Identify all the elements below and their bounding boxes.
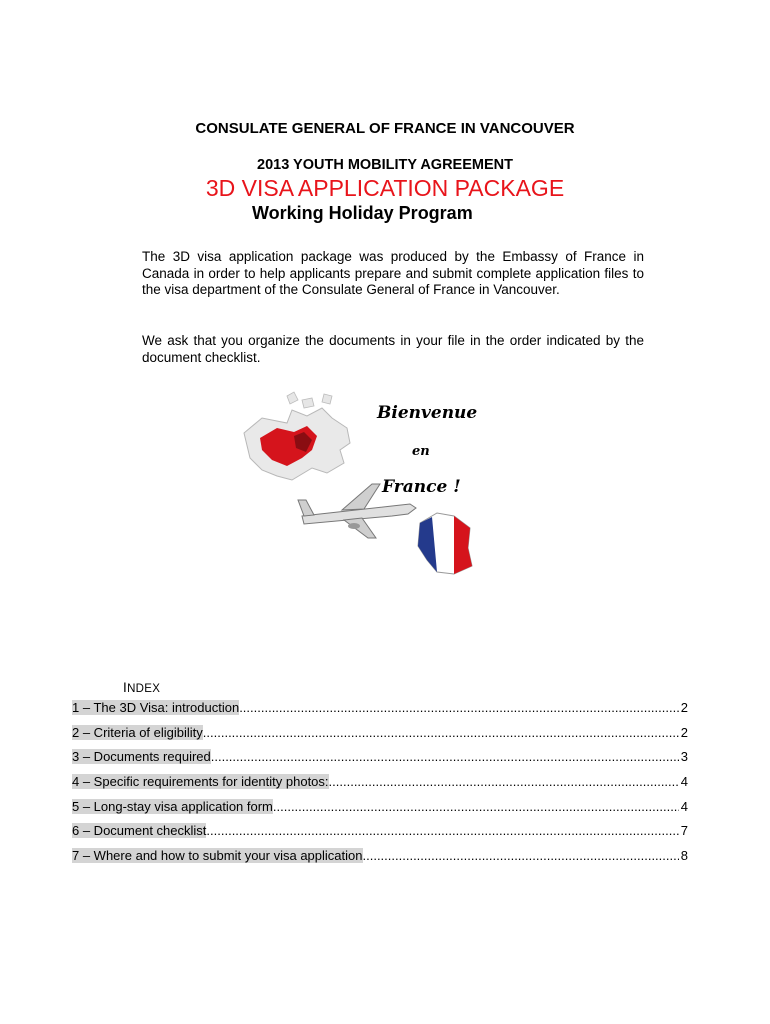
toc-entry-page: 4	[680, 774, 688, 790]
toc-entry-title: 2 – Criteria of eligibility	[72, 724, 203, 740]
toc-leader-dots	[239, 700, 679, 715]
toc-entry-7[interactable]	[72, 848, 688, 873]
toc-leader-dots	[203, 725, 679, 740]
toc-entry-page: 2	[680, 700, 688, 715]
toc-entry-title: 7 – Where and how to submit your visa application	[72, 848, 363, 864]
toc-entry-6[interactable]	[72, 823, 688, 848]
canada-map-icon	[244, 392, 350, 480]
toc-entry-title: 5 – Long-stay visa application form	[72, 798, 273, 814]
agreement-heading: 2013 YOUTH MOBILITY AGREEMENT	[257, 157, 513, 173]
toc-entry-title: 4 – Specific requirements for identity photos:	[72, 774, 329, 790]
toc-entry-page: 3	[680, 749, 688, 765]
toc-entry-4[interactable]	[72, 774, 688, 799]
intro-paragraph-2: We ask that you organize the documents in your file in the order indicated by the document checklist.	[142, 333, 644, 365]
package-title: 3D VISA APPLICATION PACKAGE	[205, 175, 565, 201]
toc-leader-dots	[206, 823, 678, 838]
index-heading	[123, 680, 160, 695]
illustration-line-2: en	[412, 444, 430, 459]
toc-entry-page: 7	[680, 823, 688, 839]
toc-leader-dots	[363, 848, 679, 863]
toc-entry-title: 3 – Documents required	[72, 749, 211, 765]
toc-entry-2[interactable]	[72, 725, 688, 750]
toc-entry-page: 8	[680, 848, 688, 864]
illustration-line-1: Bienvenue	[377, 403, 478, 423]
intro-paragraph-1: The 3D visa application package was produced by the Embassy of France in Canada in order to help applicants prepare and submit complete application files to the visa department of the Consulate General of France in Vancouver.	[142, 249, 644, 297]
toc-leader-dots	[211, 749, 679, 764]
toc-entry-page: 4	[680, 798, 688, 814]
program-subtitle: Working Holiday Program	[252, 203, 473, 223]
table-of-contents	[72, 700, 688, 873]
toc-entry-title: 6 – Document checklist	[72, 823, 207, 839]
toc-leader-dots	[273, 799, 679, 814]
welcome-illustration	[232, 388, 482, 583]
illustration-line-3: France !	[382, 477, 461, 497]
toc-entry-3[interactable]	[72, 749, 688, 774]
toc-leader-dots	[329, 774, 679, 789]
toc-entry-title: 1 – The 3D Visa: introduction	[72, 700, 240, 715]
france-map-icon	[418, 513, 472, 574]
toc-entry-1[interactable]	[72, 700, 688, 725]
index-heading-rest: NDEX	[127, 683, 161, 695]
index-heading-cap: I	[123, 680, 128, 695]
consulate-heading: CONSULATE GENERAL OF FRANCE IN VANCOUVER	[195, 120, 575, 137]
toc-entry-page: 2	[680, 724, 688, 740]
toc-entry-5[interactable]	[72, 799, 688, 824]
